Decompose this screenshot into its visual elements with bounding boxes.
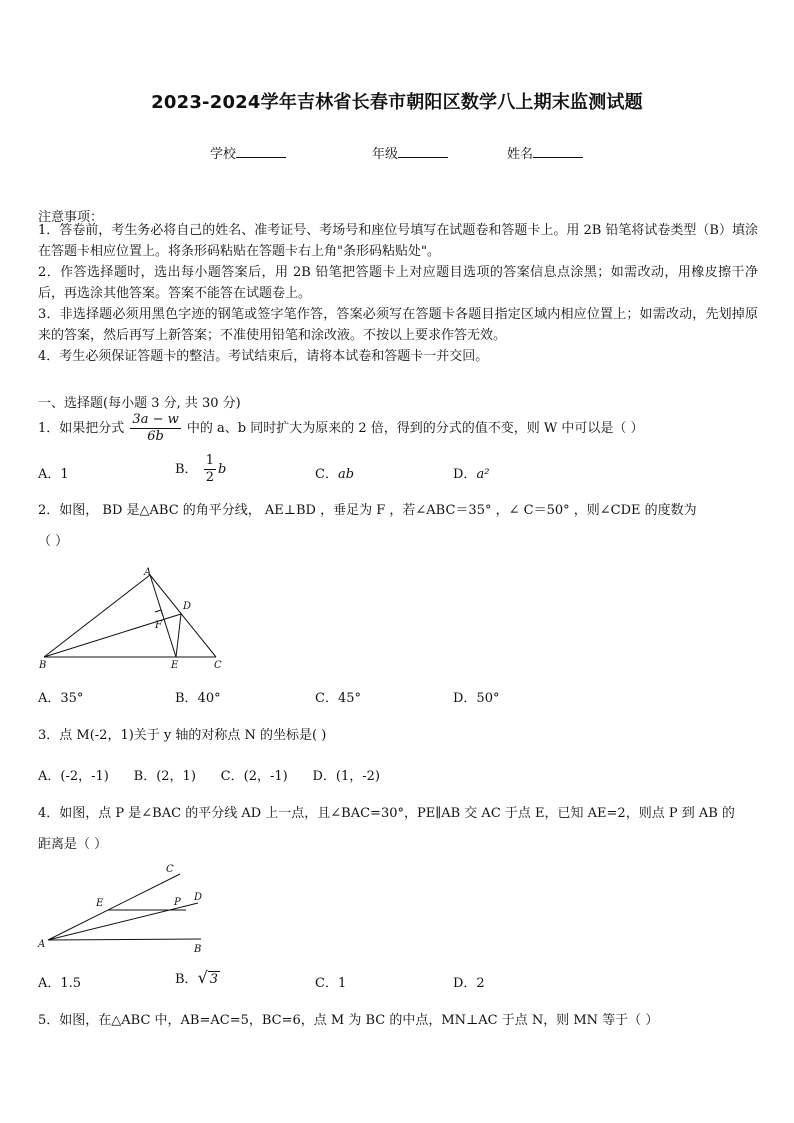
name-field <box>507 143 583 162</box>
school-label: 学校 <box>210 147 237 162</box>
q4-label-b: B <box>194 944 202 954</box>
question-4-line-2: 距离是（ ） <box>38 837 108 852</box>
q2-right-angle-mark <box>155 610 163 616</box>
notice-item-1: 1．答卷前，考生务必将自己的姓名、准考证号、考场号和座位号填写在试题卷和答题卡上。用 2B 铅笔将试卷类型（B）填涂在答题卡相应位置上。将条形码粘贴在答题卡右上角"条形码粘贴处"。 <box>38 223 758 259</box>
q2-label-e: E <box>171 660 179 670</box>
q1-option-c-label: C． <box>315 467 338 482</box>
q2-label-b: B <box>39 660 47 670</box>
notice-item-2: 2．作答选择题时，选出每小题答案后，用 2B 铅笔把答题卡上对应题目选项的答案信息点涂黑；如需改动，用橡皮擦干净后，再选涂其他答案。答案不能答在试题卷上。 <box>38 265 758 301</box>
school-field <box>210 143 286 162</box>
notice-item-3: 3．非选择题必须用黑色字迹的钢笔或签字笔作答，答案必须写在答题卡各题目指定区域内相应位置上；如需改动，先划掉原来的答案，然后再写上新答案；不准使用铅笔和涂改液。不按以上要求作答无效。 <box>38 307 758 343</box>
q1-fraction-numerator: 3a − w <box>132 412 179 427</box>
q1-option-a: A．1 <box>38 467 69 482</box>
question-3: 3．点 M(-2，1)关于 y 轴的对称点 N 的坐标是( ) <box>38 728 327 743</box>
q4-option-c: C．1 <box>315 976 347 991</box>
name-blank <box>533 145 583 158</box>
q1-option-b-label: B． <box>175 462 198 477</box>
name-label: 姓名 <box>507 147 534 162</box>
q4-ray-ab <box>48 939 201 940</box>
q4-label-c: C <box>166 864 174 875</box>
q4-label-p: P <box>174 897 181 908</box>
q2-side-ac <box>150 575 216 657</box>
q4-label-a: A <box>38 939 46 950</box>
q2-option-d: D．50° <box>453 691 500 706</box>
q4-label-d: D <box>194 892 203 903</box>
document-title: 2023-2024学年吉林省长春市朝阳区数学八上期末监测试题 <box>151 92 643 113</box>
q1-option-b-denominator: 2 <box>205 470 214 485</box>
question-4-line-1: 4．如图，点 P 是∠BAC 的平分线 AD 上一点，且∠BAC=30°，PE∥AB 交 AC 于点 E，已知 AE=2，则点 P 到 AB 的 <box>38 806 735 821</box>
q4-ray-ac <box>48 874 180 940</box>
section-heading: 一、选择题(每小题 3 分, 共 30 分) <box>38 396 241 411</box>
question-2: 2．如图， BD 是△ABC 的角平分线， AE⊥BD ，垂足为 F ，若∠ABC＝35° ，∠ C＝50° ，则∠CDE 的度数为 <box>38 503 697 518</box>
question-1 <box>38 412 644 445</box>
q2-label-d: D <box>183 601 192 612</box>
q4-option-b-label: B． <box>175 972 198 987</box>
q2-label-c: C <box>214 660 222 670</box>
q2-label-a: A <box>144 567 152 578</box>
q4-label-e: E <box>96 898 104 909</box>
q2-option-b: B．40° <box>175 691 221 706</box>
q2-side-ab <box>44 575 150 657</box>
q2-label-f: F <box>155 620 162 631</box>
q4-angle-figure <box>36 858 226 954</box>
grade-blank <box>398 145 448 158</box>
q1-fraction <box>130 412 180 445</box>
grade-field <box>372 143 448 162</box>
notice-item-4: 4．考生必须保证答题卡的整洁。考试结束后，请将本试卷和答题卡一并交回。 <box>38 349 489 364</box>
q1-option-b <box>175 453 226 486</box>
q1-option-c-value: ab <box>337 467 355 482</box>
q3-options: A．(-2，-1) B．(2，1) C．(2，-1) D．(1，-2) <box>38 769 381 784</box>
q2-paren: （ ） <box>38 534 69 549</box>
q1-option-d <box>453 463 489 482</box>
q4-ray-ad <box>48 903 198 940</box>
q1-option-b-fraction <box>204 453 216 486</box>
q1-suffix: 中的 a、b 同时扩大为原来的 2 倍，得到的分式的值不变，则 W 中可以是（ ） <box>186 421 644 436</box>
q1-option-d-label: D． <box>453 467 477 482</box>
q1-option-c <box>315 463 354 482</box>
q2-option-c: C．45° <box>315 691 361 706</box>
q4-option-a: A．1.5 <box>38 976 82 991</box>
q2-option-a: A．35° <box>38 691 84 706</box>
q1-option-d-value: a² <box>476 467 490 482</box>
question-5: 5．如图，在△ABC 中，AB=AC=5，BC=6，点 M 为 BC 的中点，MN⊥AC 于点 N，则 MN 等于（ ） <box>38 1013 659 1028</box>
q2-line-de <box>176 614 181 657</box>
q1-prefix: 1．如果把分式 <box>38 421 125 436</box>
q4-option-d: D．2 <box>453 976 485 991</box>
q1-option-b-variable: b <box>217 462 227 477</box>
notice-heading: 注意事项： <box>38 210 104 225</box>
sqrt-symbol-icon: √ <box>197 968 208 987</box>
q1-option-b-numerator: 1 <box>205 453 214 468</box>
q4-option-b-radicand: 3 <box>209 972 219 987</box>
q4-option-b <box>175 968 220 987</box>
grade-label: 年级 <box>372 147 399 162</box>
q1-fraction-denominator: 6b <box>147 429 164 444</box>
q2-triangle-figure <box>36 565 236 670</box>
school-blank <box>236 145 286 158</box>
